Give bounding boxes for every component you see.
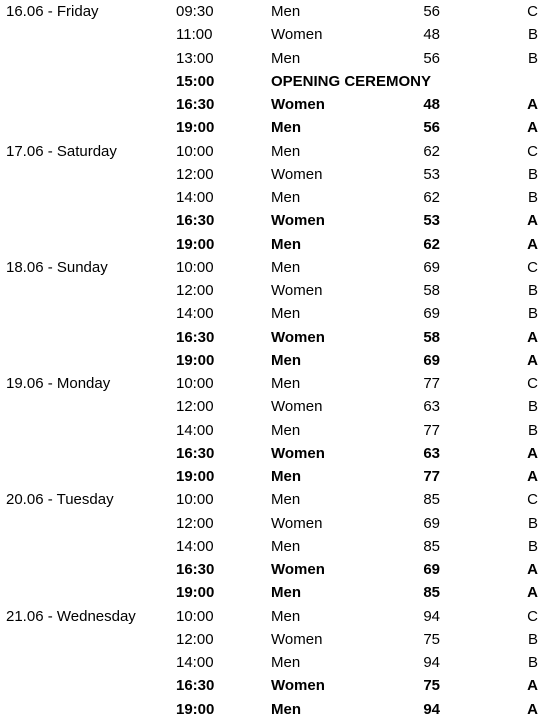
session-group: A (527, 96, 538, 113)
session-weight: 75 (423, 677, 440, 695)
session-weight: 69 (423, 351, 440, 369)
schedule-row (0, 0, 560, 23)
schedule-row (0, 372, 560, 395)
session-time: 14:00 (176, 654, 214, 671)
session-weight: 77 (423, 375, 440, 392)
session-weight: 62 (423, 189, 440, 206)
session-group: A (527, 235, 538, 253)
session-event: OPENING CEREMONY (271, 72, 432, 90)
schedule-row (0, 581, 560, 604)
session-group: B (527, 537, 538, 555)
session-event: Women (271, 328, 325, 346)
session-time: 19:00 (176, 584, 215, 602)
session-time: 16:30 (176, 212, 215, 230)
session-weight: 48 (423, 26, 440, 44)
session-time: 12:00 (176, 165, 214, 183)
session-event: Men (271, 189, 301, 206)
session-time: 14:00 (176, 305, 214, 323)
session-weight: 53 (423, 212, 440, 230)
session-time: 10:00 (176, 607, 214, 625)
session-group: B (527, 630, 538, 648)
session-weight: 58 (423, 328, 440, 346)
session-event: Men (271, 49, 301, 67)
session-weight: 62 (423, 142, 440, 160)
session-group: C (527, 258, 538, 276)
session-event: Men (271, 700, 301, 718)
session-time: 15:00 (176, 72, 215, 90)
session-weight: 53 (423, 165, 440, 183)
session-group: C (527, 142, 538, 160)
session-group: B (527, 189, 538, 206)
schedule-row (0, 558, 560, 581)
session-group: A (527, 328, 538, 346)
day-label: 21.06 - Wednesday (6, 607, 136, 625)
session-weight: 69 (423, 258, 440, 276)
session-group: C (527, 607, 538, 625)
session-group: B (527, 398, 538, 416)
session-time: 11:00 (176, 26, 213, 44)
session-event: Women (271, 444, 325, 462)
session-group: C (527, 375, 538, 392)
session-time: 12:00 (176, 514, 214, 532)
session-time: 09:30 (176, 3, 214, 20)
session-time: 12:00 (176, 282, 214, 299)
session-event: Women (271, 96, 325, 113)
session-group: A (527, 444, 538, 462)
day-label: 18.06 - Sunday (6, 258, 108, 276)
schedule-row (0, 395, 560, 418)
schedule-row (0, 419, 560, 442)
schedule-row (0, 605, 560, 628)
session-event: Women (271, 165, 323, 183)
session-event: Women (271, 212, 325, 230)
session-group: A (527, 468, 538, 485)
session-weight: 62 (423, 235, 440, 253)
schedule-row (0, 70, 560, 93)
session-time: 16:30 (176, 328, 215, 346)
schedule-row (0, 47, 560, 70)
session-time: 19:00 (176, 700, 215, 718)
session-event: Men (271, 142, 301, 160)
session-event: Men (271, 654, 301, 671)
session-event: Women (271, 677, 325, 695)
session-event: Women (271, 282, 323, 299)
session-time: 14:00 (176, 189, 214, 206)
session-event: Men (271, 421, 301, 439)
session-group: A (527, 119, 538, 137)
schedule-row (0, 233, 560, 256)
session-weight: 63 (423, 398, 440, 416)
schedule-row (0, 698, 560, 721)
session-weight: 85 (423, 537, 440, 555)
session-time: 12:00 (176, 630, 214, 648)
session-group: B (527, 165, 538, 183)
session-time: 10:00 (176, 142, 214, 160)
session-group: B (527, 282, 538, 299)
session-time: 19:00 (176, 119, 215, 137)
session-time: 10:00 (176, 375, 214, 392)
schedule-row (0, 186, 560, 209)
session-event: Men (271, 305, 301, 323)
session-weight: 56 (423, 49, 440, 67)
session-weight: 56 (423, 3, 440, 20)
schedule-row (0, 488, 560, 511)
session-group: B (527, 421, 538, 439)
schedule-row (0, 209, 560, 232)
session-event: Men (271, 258, 301, 276)
session-weight: 85 (423, 584, 440, 602)
session-group: B (527, 654, 538, 671)
session-event: Men (271, 375, 301, 392)
session-event: Women (271, 26, 323, 44)
session-weight: 94 (423, 607, 440, 625)
session-group: C (527, 491, 538, 509)
session-weight: 69 (423, 514, 440, 532)
schedule-row (0, 93, 560, 116)
day-label: 16.06 - Friday (6, 3, 99, 20)
session-group: C (527, 3, 538, 20)
session-time: 16:30 (176, 677, 215, 695)
session-time: 14:00 (176, 537, 214, 555)
session-weight: 85 (423, 491, 440, 509)
session-event: Men (271, 607, 301, 625)
session-group: B (527, 49, 538, 67)
session-time: 19:00 (176, 351, 215, 369)
schedule-row (0, 279, 560, 302)
session-group: A (527, 677, 538, 695)
session-weight: 77 (423, 421, 440, 439)
session-event: Men (271, 351, 301, 369)
session-weight: 58 (423, 282, 440, 299)
session-event: Men (271, 491, 301, 509)
session-event: Men (271, 468, 301, 485)
session-group: A (527, 700, 538, 718)
session-time: 19:00 (176, 235, 215, 253)
schedule-row (0, 651, 560, 674)
session-event: Women (271, 630, 323, 648)
session-time: 12:00 (176, 398, 214, 416)
session-time: 10:00 (176, 491, 214, 509)
schedule-row (0, 23, 560, 46)
session-time: 10:00 (176, 258, 214, 276)
session-time: 13:00 (176, 49, 214, 67)
session-event: Men (271, 235, 301, 253)
session-event: Men (271, 537, 301, 555)
session-time: 16:30 (176, 561, 215, 578)
schedule-row (0, 349, 560, 372)
day-label: 17.06 - Saturday (6, 142, 117, 160)
schedule-row (0, 535, 560, 558)
session-group: A (527, 584, 538, 602)
session-event: Men (271, 3, 301, 20)
session-event: Men (271, 119, 301, 137)
session-group: A (527, 561, 538, 578)
schedule-row (0, 512, 560, 535)
session-event: Women (271, 561, 325, 578)
session-group: A (527, 351, 538, 369)
schedule-row (0, 140, 560, 163)
session-event: Women (271, 398, 323, 416)
schedule-row (0, 442, 560, 465)
session-weight: 48 (423, 96, 440, 113)
schedule-row (0, 256, 560, 279)
session-group: A (527, 212, 538, 230)
session-time: 16:30 (176, 444, 215, 462)
session-time: 14:00 (176, 421, 214, 439)
session-weight: 94 (423, 700, 440, 718)
session-group: B (527, 514, 538, 532)
schedule-row (0, 674, 560, 697)
session-group: B (527, 26, 538, 44)
session-weight: 94 (423, 654, 440, 671)
session-time: 16:30 (176, 96, 215, 113)
session-weight: 69 (423, 305, 440, 323)
schedule-row (0, 302, 560, 325)
schedule-row (0, 628, 560, 651)
session-event: Men (271, 584, 301, 602)
schedule-row (0, 163, 560, 186)
session-weight: 77 (423, 468, 440, 485)
session-weight: 69 (423, 561, 440, 578)
session-group: B (527, 305, 538, 323)
session-weight: 75 (423, 630, 440, 648)
day-label: 19.06 - Monday (6, 375, 111, 392)
session-weight: 56 (423, 119, 440, 137)
schedule-row (0, 326, 560, 349)
session-event: Women (271, 514, 323, 532)
schedule-row (0, 116, 560, 139)
session-weight: 63 (423, 444, 440, 462)
session-time: 19:00 (176, 468, 215, 485)
day-label: 20.06 - Tuesday (6, 491, 114, 509)
schedule-row (0, 465, 560, 488)
